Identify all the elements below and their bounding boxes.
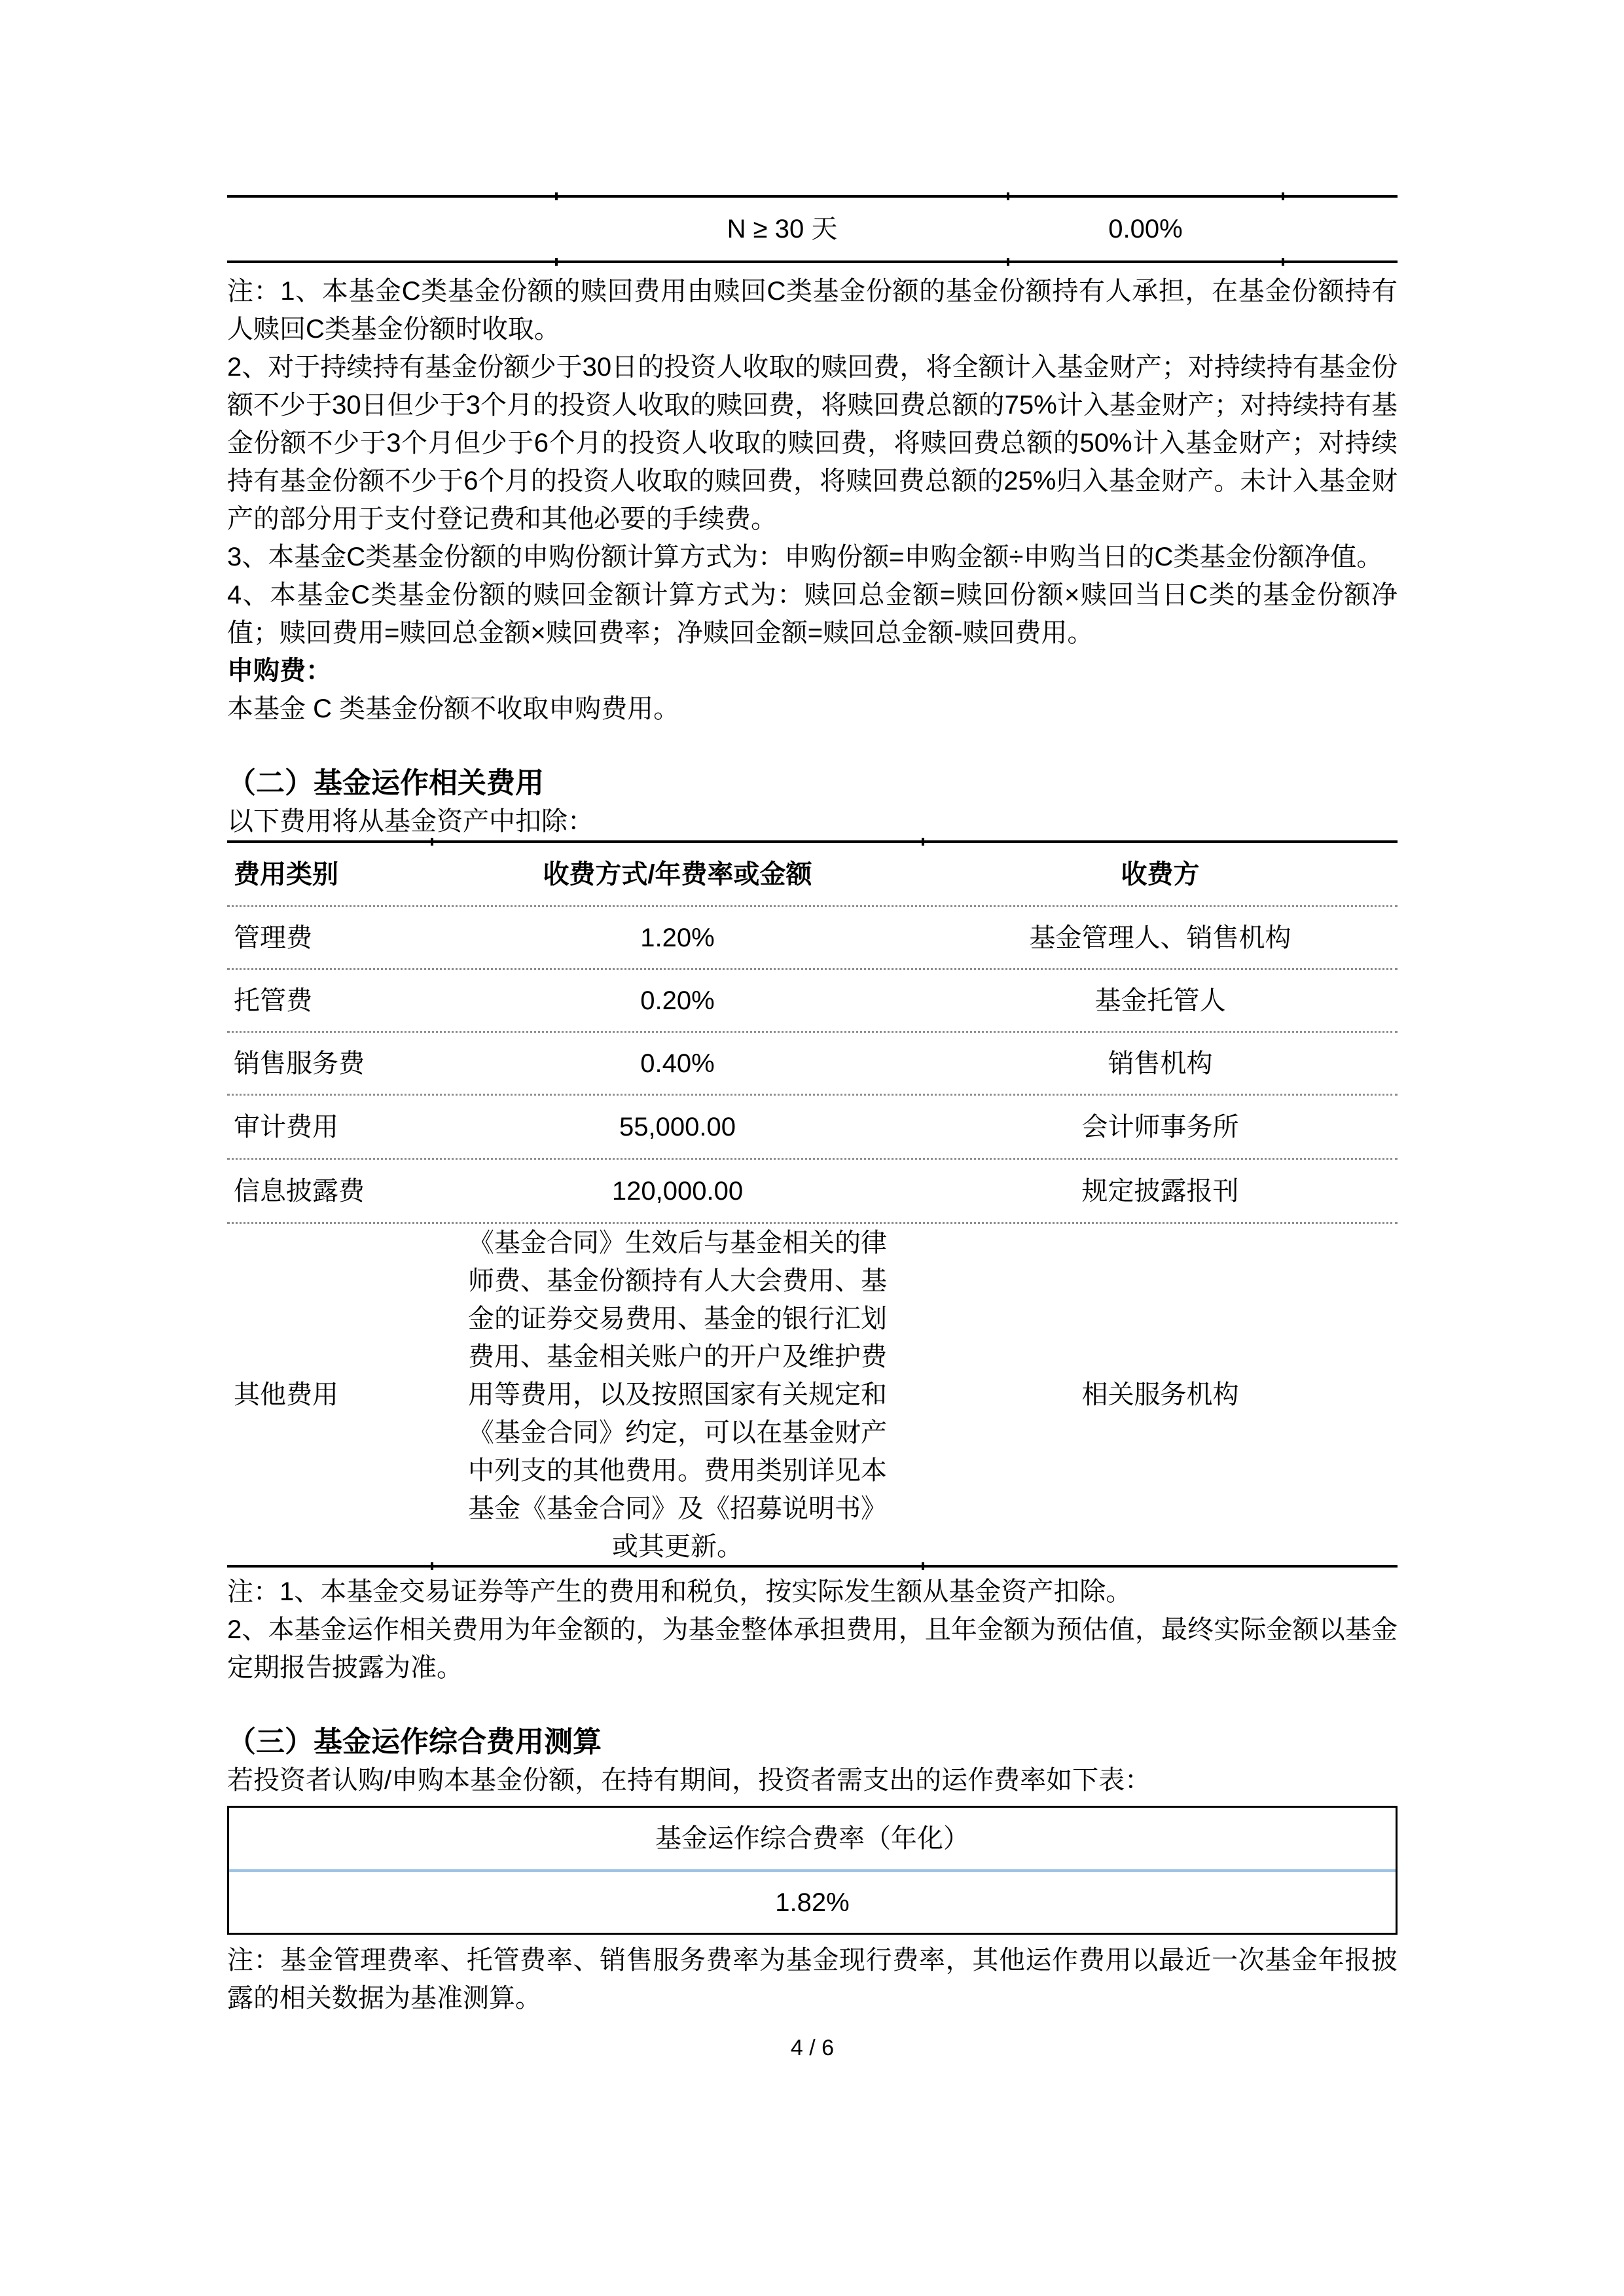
- fee-category-cell: 审计费用: [234, 1112, 338, 1141]
- composite-rate-table: [227, 1806, 1398, 1935]
- fee-category-cell: 其他费用: [234, 1380, 338, 1409]
- table-row: [227, 198, 1398, 260]
- note-paragraph: 3、本基金C类基金份额的申购份额计算方式为：申购份额=申购金额÷申购当日的C类基金份额净值。: [227, 543, 1383, 571]
- payee-cell: 基金管理人、销售机构: [1029, 923, 1291, 952]
- fee-category-cell: 销售服务费: [234, 1049, 365, 1078]
- fee-category-cell: 管理费: [234, 923, 312, 952]
- column-divider-tick: [922, 838, 924, 846]
- operation-fees-table: [227, 840, 1398, 1568]
- column-divider-tick: [431, 1562, 433, 1570]
- rate-cell: 120,000.00: [611, 1176, 744, 1206]
- composite-rate-header: 基金运作综合费率（年化）: [229, 1808, 1396, 1872]
- payee-cell: 会计师事务所: [1081, 1112, 1239, 1141]
- table-row: [227, 1224, 1398, 1565]
- rate-cell: 55,000.00: [619, 1112, 736, 1141]
- table-row: [227, 1096, 1398, 1160]
- redemption-rate-cell: 0.00%: [1108, 215, 1183, 243]
- holding-period-cell: N ≥ 30 天: [727, 215, 838, 243]
- section-heading-operation-fees: （二）基金运作相关费用: [227, 767, 544, 799]
- header-fee-category: 费用类别: [234, 859, 338, 889]
- table-row: [227, 1160, 1398, 1224]
- column-divider-tick: [922, 1562, 924, 1570]
- header-rate-or-amount: 收费方式/年费率或金额: [543, 859, 812, 889]
- composite-rate-note: 注：基金管理费率、托管费率、销售服务费率为基金现行费率，其他运作费用以最近一次基金年报披露的相关数据为基准测算。: [227, 1946, 1398, 2013]
- composite-rate-value: 1.82%: [775, 1888, 850, 1917]
- redemption-fee-notes: [227, 272, 1398, 728]
- section-heading-composite-fee: （三）基金运作综合费用测算: [227, 1726, 602, 1758]
- page-number: 4 / 6: [790, 2036, 835, 2060]
- page-content: [227, 195, 1398, 2064]
- rate-cell: 0.20%: [640, 986, 715, 1015]
- empty-cell: [1283, 198, 1398, 260]
- note-paragraph: 注：1、本基金交易证券等产生的费用和税负，按实际发生额从基金资产扣除。: [227, 1577, 1132, 1606]
- table-row: [227, 907, 1398, 970]
- header-payee: 收费方: [1121, 859, 1200, 889]
- section2-intro: 以下费用将从基金资产中扣除：: [227, 807, 594, 836]
- fee-category-cell: 信息披露费: [234, 1176, 365, 1206]
- subscription-fee-text: 本基金 C 类基金份额不收取申购费用。: [227, 694, 680, 723]
- redemption-fee-table-continuation: [227, 195, 1398, 263]
- note-paragraph: 2、本基金运作相关费用为年金额的，为基金整体承担费用，且年金额为预估值，最终实际金额以基金定期报告披露为准。: [227, 1615, 1398, 1682]
- payee-cell: 基金托管人: [1094, 986, 1226, 1015]
- table-row: [227, 1033, 1398, 1096]
- column-divider-tick: [1007, 192, 1009, 200]
- payee-cell: 相关服务机构: [1081, 1380, 1239, 1409]
- column-divider-tick: [1007, 258, 1009, 266]
- table-header-row: [227, 843, 1398, 907]
- empty-cell: [227, 198, 556, 260]
- subscription-fee-label: 申购费：: [227, 656, 332, 685]
- rate-cell: [432, 1224, 923, 1566]
- payee-cell: 规定披露报刊: [1081, 1176, 1239, 1206]
- payee-cell: 销售机构: [1108, 1049, 1213, 1078]
- column-divider-tick: [1282, 258, 1284, 266]
- operation-fees-notes: [227, 1573, 1398, 1687]
- rate-cell: 1.20%: [640, 923, 715, 952]
- rate-cell: 0.40%: [640, 1049, 715, 1078]
- column-divider-tick: [555, 258, 558, 266]
- table-row: [227, 970, 1398, 1033]
- other-fees-description: 《基金合同》生效后与基金相关的律师费、基金份额持有人大会费用、基金的证券交易费用、基金的银行汇划费用、基金相关账户的开户及维护费用等费用，以及按照国家有关规定和《基金合同》约定，可以在基金财产中列支的其他费用。费用类别详见本基金《基金合同》及《招募说明书》或其更新。: [468, 1229, 887, 1561]
- section3-intro: 若投资者认购/申购本基金份额，在持有期间，投资者需支出的运作费率如下表：: [227, 1766, 1151, 1795]
- column-divider-tick: [431, 838, 433, 846]
- fee-category-cell: 托管费: [234, 986, 312, 1015]
- column-divider-tick: [555, 192, 558, 200]
- note-paragraph: 2、对于持续持有基金份额少于30日的投资人收取的赎回费，将全额计入基金财产；对持续持有基金份额不少于30日但少于3个月的投资人收取的赎回费，将赎回费总额的75%计入基金财产；对持续持有基金份额不少于3个月但少于6个月的投资人收取的赎回费，将赎回费总额的50%计入基金财产；对持续持有基金份额不少于6个月的投资人收取的赎回费，将赎回费总额的25%归入基金财产。未计入基金财产的部分用于支付登记费和其他必要的手续费。: [227, 353, 1398, 533]
- note-paragraph: 注：1、本基金C类基金份额的赎回费用由赎回C类基金份额的基金份额持有人承担，在基金份额持有人赎回C类基金份额时收取。: [227, 277, 1398, 344]
- note-paragraph: 4、本基金C类基金份额的赎回金额计算方式为：赎回总金额=赎回份额×赎回当日C类的基金份额净值；赎回费用=赎回总金额×赎回费率；净赎回金额=赎回总金额-赎回费用。: [227, 581, 1398, 647]
- column-divider-tick: [1282, 192, 1284, 200]
